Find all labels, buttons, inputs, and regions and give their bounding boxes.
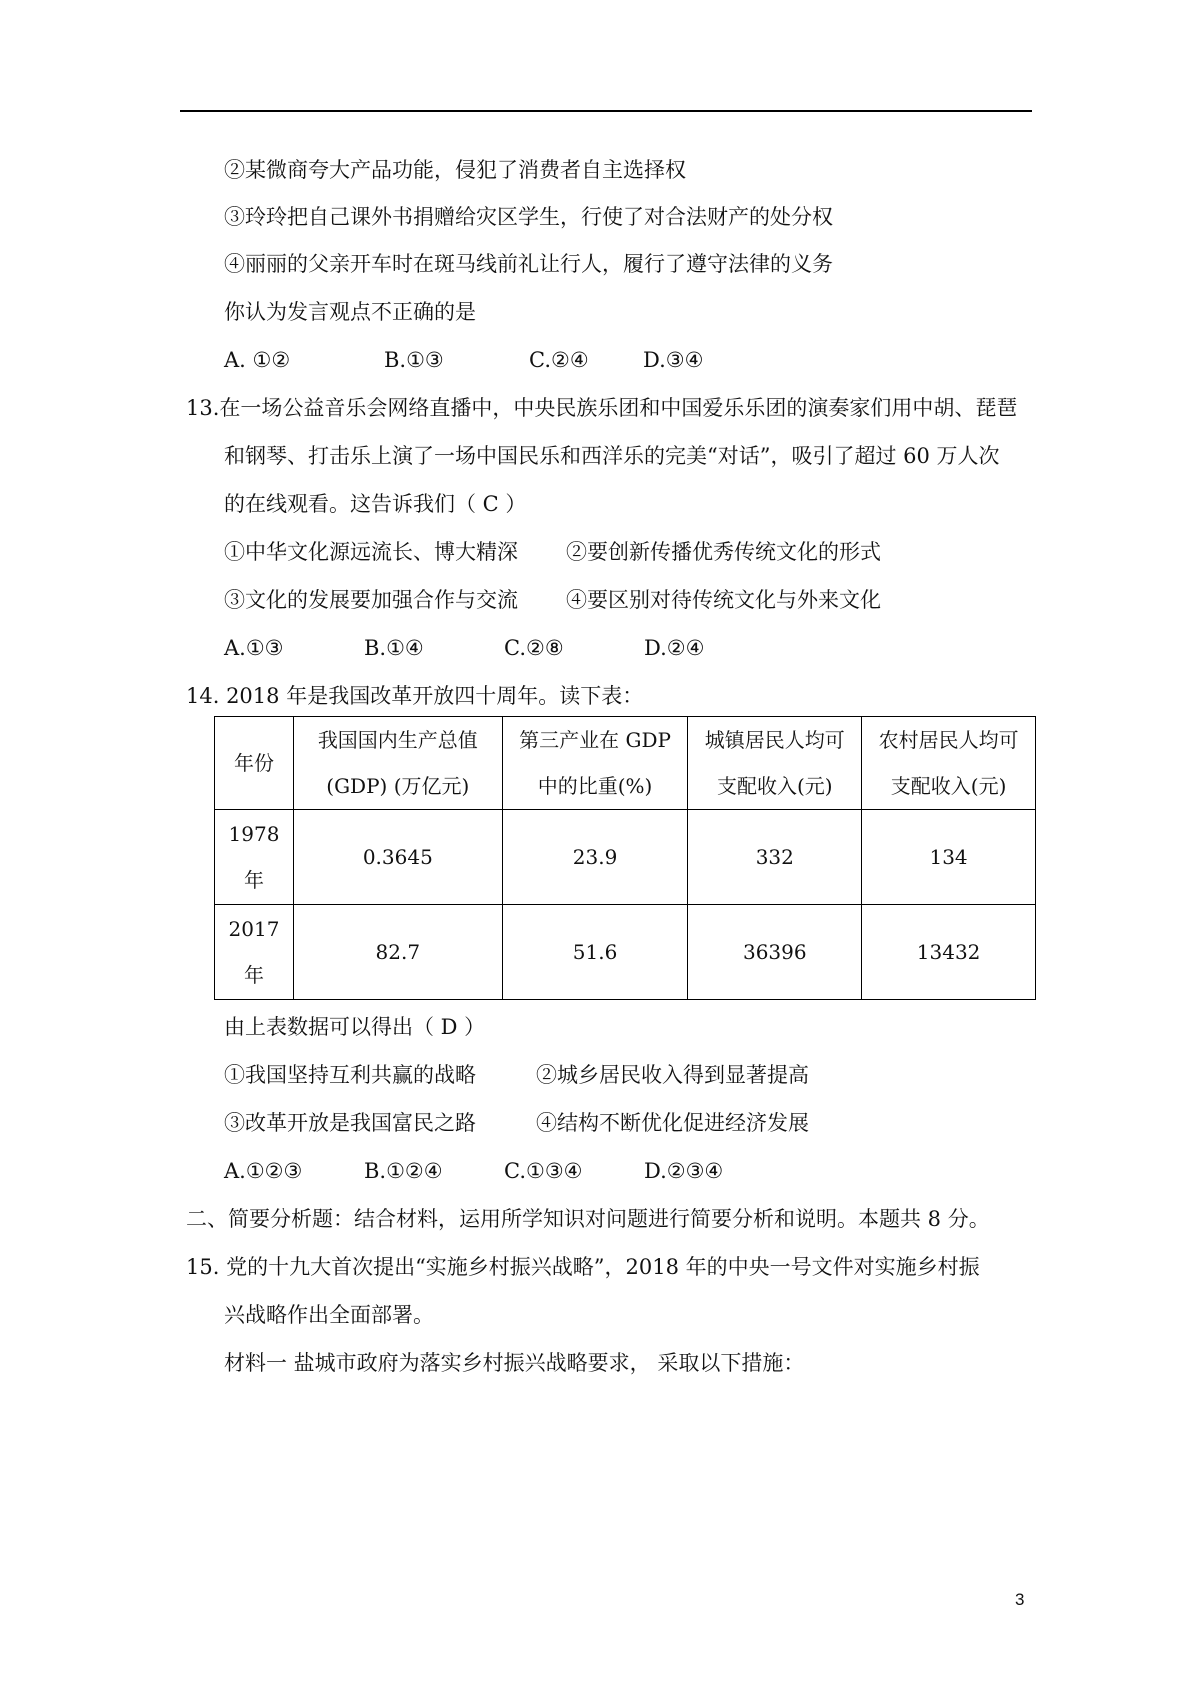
table-row — [215, 810, 1036, 905]
cell-year: 1978 年 — [215, 810, 294, 905]
cell-rural-income: 13432 — [862, 905, 1036, 1000]
q14-item-1: ①我国坚持互利共赢的战略 — [224, 1063, 476, 1087]
q13-option-c: C.②⑧ — [504, 636, 564, 660]
cell-rural-income: 134 — [862, 810, 1036, 905]
q13-item-4: ④要区别对待传统文化与外来文化 — [566, 588, 881, 612]
header-urban-income: 城镇居民人均可 支配收入(元) — [688, 717, 862, 810]
q12-item-2: ②某微商夸大产品功能，侵犯了消费者自主选择权 — [224, 158, 686, 182]
q12-option-a: A. ①② — [224, 348, 291, 372]
table-header-row — [215, 717, 1036, 810]
q13-item-3: ③文化的发展要加强合作与交流 — [224, 588, 518, 612]
q14-item-4: ④结构不断优化促进经济发展 — [536, 1111, 809, 1135]
q12-question: 你认为发言观点不正确的是 — [224, 300, 476, 324]
q14-item-3: ③改革开放是我国富民之路 — [224, 1111, 476, 1135]
q13-option-b: B.①④ — [364, 636, 424, 660]
q12-option-b: B.①③ — [384, 348, 444, 372]
q13-line-3: 的在线观看。这告诉我们（ C ） — [224, 492, 527, 516]
header-rule — [180, 110, 1032, 112]
q14-question: 由上表数据可以得出（ D ） — [224, 1015, 486, 1039]
cell-urban-income: 36396 — [688, 905, 862, 1000]
header-gdp: 我国国内生产总值 (GDP) (万亿元) — [293, 717, 502, 810]
q15-material-1: 材料一 盐城市政府为落实乡村振兴战略要求， 采取以下措施： — [224, 1351, 805, 1375]
q14-option-c: C.①③④ — [504, 1159, 583, 1183]
q13-line-1: 13.在一场公益音乐会网络直播中，中央民族乐团和中国爱乐乐团的演奏家们用中胡、琵琶 — [186, 396, 1018, 420]
data-table — [214, 716, 1036, 1000]
header-year: 年份 — [215, 717, 294, 810]
q12-item-3: ③玲玲把自己课外书捐赠给灾区学生，行使了对合法财产的处分权 — [224, 205, 833, 229]
table-row — [215, 905, 1036, 1000]
q12-item-4: ④丽丽的父亲开车时在斑马线前礼让行人，履行了遵守法律的义务 — [224, 252, 833, 276]
q14-item-2: ②城乡居民收入得到显著提高 — [536, 1063, 809, 1087]
page-number: 3 — [1015, 1590, 1025, 1609]
q13-option-d: D.②④ — [644, 636, 705, 660]
q13-line-2: 和钢琴、打击乐上演了一场中国民乐和西洋乐的完美“对话”，吸引了超过 60 万人次 — [224, 444, 1000, 468]
header-rural-income: 农村居民人均可 支配收入(元) — [862, 717, 1036, 810]
q14-options — [224, 1156, 723, 1186]
q14-option-a: A.①②③ — [224, 1159, 303, 1183]
cell-year: 2017 年 — [215, 905, 294, 1000]
q15-line-1: 15. 党的十九大首次提出“实施乡村振兴战略”，2018 年的中央一号文件对实施乡村振 — [186, 1255, 980, 1279]
q13-item-2: ②要创新传播优秀传统文化的形式 — [566, 540, 881, 564]
q12-options — [224, 345, 703, 375]
q13-option-a: A.①③ — [224, 636, 284, 660]
cell-tertiary: 23.9 — [502, 810, 688, 905]
cell-gdp: 0.3645 — [293, 810, 502, 905]
cell-gdp: 82.7 — [293, 905, 502, 1000]
cell-urban-income: 332 — [688, 810, 862, 905]
q15-line-2: 兴战略作出全面部署。 — [224, 1303, 434, 1327]
q14-option-b: B.①②④ — [364, 1159, 443, 1183]
q12-option-c: C.②④ — [529, 348, 589, 372]
q13-item-1: ①中华文化源远流长、博大精深 — [224, 540, 518, 564]
cell-tertiary: 51.6 — [502, 905, 688, 1000]
q14-option-d: D.②③④ — [644, 1159, 724, 1183]
section-2-heading: 二、简要分析题：结合材料，运用所学知识对问题进行简要分析和说明。本题共 8 分。 — [186, 1207, 990, 1231]
q14-intro: 14. 2018 年是我国改革开放四十周年。读下表： — [186, 684, 644, 708]
header-tertiary: 第三产业在 GDP 中的比重(%) — [502, 717, 688, 810]
q12-option-d: D.③④ — [643, 348, 704, 372]
q13-options — [224, 633, 704, 663]
